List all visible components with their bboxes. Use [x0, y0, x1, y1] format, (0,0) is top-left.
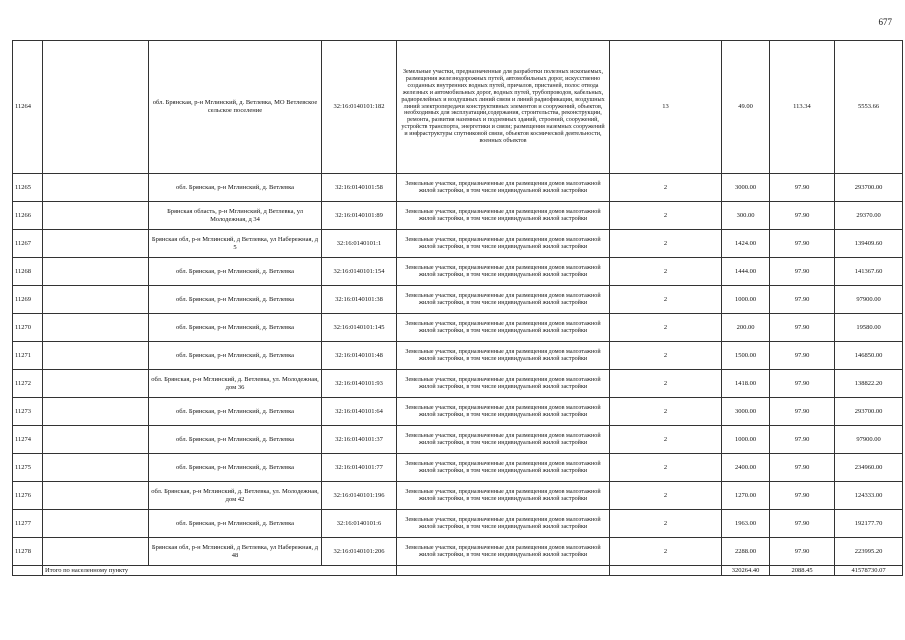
category-code-cell: 2: [610, 342, 722, 370]
empty-cell: [43, 258, 149, 286]
table-row: [13, 482, 903, 510]
area-cell: 2288.00: [722, 538, 770, 566]
total-rate: 2088.45: [770, 566, 835, 576]
rate-cell: 97.90: [770, 398, 835, 426]
land-purpose-cell: Земельные участки, предназначенные для размещения домов малоэтажной жилой застройки, в том числе индивидуальной жилой застройки: [397, 426, 610, 454]
row-number: 11269: [13, 286, 43, 314]
row-number: 11264: [13, 41, 43, 174]
area-cell: 3000.00: [722, 174, 770, 202]
row-number: 11274: [13, 426, 43, 454]
cadastral-value-cell: 192177.70: [835, 510, 903, 538]
rate-cell: 97.90: [770, 370, 835, 398]
category-code-cell: 2: [610, 202, 722, 230]
land-purpose-cell: Земельные участки, предназначенные для размещения домов малоэтажной жилой застройки, в том числе индивидуальной жилой застройки: [397, 286, 610, 314]
empty-cell: [43, 482, 149, 510]
area-cell: 1418.00: [722, 370, 770, 398]
empty-cell: [43, 454, 149, 482]
row-number: 11268: [13, 258, 43, 286]
rate-cell: 97.90: [770, 510, 835, 538]
land-purpose-cell: Земельные участки, предназначенные для размещения домов малоэтажной жилой застройки, в том числе индивидуальной жилой застройки: [397, 174, 610, 202]
empty-cell: [43, 370, 149, 398]
cadastral-number-cell: 32:16:0140101:58: [322, 174, 397, 202]
total-area: 320264.40: [722, 566, 770, 576]
empty-cell: [43, 41, 149, 174]
address-cell: обл. Брянская, р-н Мглинский, д. Ветлевка, МО Ветлевское сельское поселение: [149, 41, 322, 174]
table-row: [13, 342, 903, 370]
category-code-cell: 2: [610, 482, 722, 510]
cadastral-number-cell: 32:16:0140101:145: [322, 314, 397, 342]
area-cell: 2400.00: [722, 454, 770, 482]
address-cell: обл. Брянская, р-н Мглинский, д. Ветлевка: [149, 258, 322, 286]
cadastral-number-cell: 32:16:0140101:37: [322, 426, 397, 454]
area-cell: 300.00: [722, 202, 770, 230]
cadastral-number-cell: 32:16:0140101:1: [322, 230, 397, 258]
empty-cell: [43, 230, 149, 258]
total-empty-cell: [610, 566, 722, 576]
rate-cell: 97.90: [770, 538, 835, 566]
rate-cell: 97.90: [770, 426, 835, 454]
address-cell: Брянская обл, р-н Мглинский, д Ветлевка, ул Набережная, д 5: [149, 230, 322, 258]
table-row: [13, 454, 903, 482]
empty-cell: [43, 174, 149, 202]
land-valuation-table: [12, 40, 903, 576]
area-cell: 1963.00: [722, 510, 770, 538]
area-cell: 49.00: [722, 41, 770, 174]
row-number: 11265: [13, 174, 43, 202]
cadastral-value-cell: 97900.00: [835, 426, 903, 454]
rate-cell: 97.90: [770, 258, 835, 286]
cadastral-value-cell: 5553.66: [835, 41, 903, 174]
cadastral-value-cell: 138822.20: [835, 370, 903, 398]
empty-cell: [43, 342, 149, 370]
address-cell: Брянская область, р-н Мглинский, д Ветлевка, ул Молодежная, д 34: [149, 202, 322, 230]
cadastral-number-cell: 32:16:0140101:93: [322, 370, 397, 398]
cadastral-number-cell: 32:16:0140101:154: [322, 258, 397, 286]
rate-cell: 97.90: [770, 314, 835, 342]
empty-cell: [43, 398, 149, 426]
land-purpose-cell: Земельные участки, предназначенные для размещения домов малоэтажной жилой застройки, в том числе индивидуальной жилой застройки: [397, 202, 610, 230]
land-purpose-cell: Земельные участки, предназначенные для размещения домов малоэтажной жилой застройки, в том числе индивидуальной жилой застройки: [397, 370, 610, 398]
address-cell: Брянская обл, р-н Мглинский, д Ветлевка, ул Набережная, д 48: [149, 538, 322, 566]
area-cell: 1000.00: [722, 426, 770, 454]
rate-cell: 113.34: [770, 41, 835, 174]
category-code-cell: 2: [610, 370, 722, 398]
land-purpose-cell: Земельные участки, предназначенные для размещения домов малоэтажной жилой застройки, в том числе индивидуальной жилой застройки: [397, 342, 610, 370]
total-value: 41578730.07: [835, 566, 903, 576]
address-cell: обл. Брянская, р-н Мглинский, д. Ветлевка: [149, 454, 322, 482]
cadastral-number-cell: 32:16:0140101:182: [322, 41, 397, 174]
category-code-cell: 2: [610, 538, 722, 566]
empty-cell: [43, 314, 149, 342]
row-number: 11278: [13, 538, 43, 566]
table-row: [13, 370, 903, 398]
cadastral-value-cell: 29370.00: [835, 202, 903, 230]
category-code-cell: 13: [610, 41, 722, 174]
address-cell: обл. Брянская, р-н Мглинский, д. Ветлевка: [149, 286, 322, 314]
cadastral-value-cell: 139409.60: [835, 230, 903, 258]
land-purpose-cell: Земельные участки, предназначенные для размещения домов малоэтажной жилой застройки, в том числе индивидуальной жилой застройки: [397, 230, 610, 258]
table-row: [13, 230, 903, 258]
rate-cell: 97.90: [770, 454, 835, 482]
address-cell: обл. Брянская, р-н Мглинский, д. Ветлевка: [149, 398, 322, 426]
row-number: 11276: [13, 482, 43, 510]
cadastral-value-cell: 223995.20: [835, 538, 903, 566]
table-row: [13, 174, 903, 202]
category-code-cell: 2: [610, 454, 722, 482]
cadastral-number-cell: 32:16:0140101:6: [322, 510, 397, 538]
row-number: 11277: [13, 510, 43, 538]
table-row: [13, 538, 903, 566]
area-cell: 1424.00: [722, 230, 770, 258]
empty-cell: [43, 202, 149, 230]
address-cell: обл. Брянская, р-н Мглинский, д. Ветлевка: [149, 174, 322, 202]
category-code-cell: 2: [610, 286, 722, 314]
row-number: 11266: [13, 202, 43, 230]
land-purpose-cell: Земельные участки, предназначенные для размещения домов малоэтажной жилой застройки, в том числе индивидуальной жилой застройки: [397, 314, 610, 342]
total-empty-cell: [397, 566, 610, 576]
category-code-cell: 2: [610, 510, 722, 538]
category-code-cell: 2: [610, 426, 722, 454]
area-cell: 200.00: [722, 314, 770, 342]
cadastral-number-cell: 32:16:0140101:38: [322, 286, 397, 314]
cadastral-number-cell: 32:16:0140101:89: [322, 202, 397, 230]
row-number: 11275: [13, 454, 43, 482]
empty-cell: [43, 426, 149, 454]
area-cell: 1270.00: [722, 482, 770, 510]
cadastral-number-cell: 32:16:0140101:48: [322, 342, 397, 370]
total-label: Итого по населенному пункту: [43, 566, 397, 576]
land-purpose-cell: Земельные участки, предназначенные для размещения домов малоэтажной жилой застройки, в том числе индивидуальной жилой застройки: [397, 538, 610, 566]
page-number: 677: [878, 17, 892, 27]
area-cell: 3000.00: [722, 398, 770, 426]
row-number: 11271: [13, 342, 43, 370]
address-cell: обл. Брянская, р-н Мглинский, д. Ветлевка: [149, 510, 322, 538]
land-purpose-cell: Земельные участки, предназначенные для размещения домов малоэтажной жилой застройки, в том числе индивидуальной жилой застройки: [397, 398, 610, 426]
cadastral-value-cell: 146850.00: [835, 342, 903, 370]
rate-cell: 97.90: [770, 202, 835, 230]
land-purpose-cell: Земельные участки, предназначенные для размещения домов малоэтажной жилой застройки, в том числе индивидуальной жилой застройки: [397, 258, 610, 286]
cadastral-value-cell: 293700.00: [835, 174, 903, 202]
address-cell: обл. Брянская, р-н Мглинский, д. Ветлевка: [149, 342, 322, 370]
empty-cell: [43, 538, 149, 566]
table-row: [13, 314, 903, 342]
land-purpose-cell: Земельные участки, предназначенные для размещения домов малоэтажной жилой застройки, в том числе индивидуальной жилой застройки: [397, 510, 610, 538]
cadastral-number-cell: 32:16:0140101:77: [322, 454, 397, 482]
cadastral-value-cell: 124333.00: [835, 482, 903, 510]
cadastral-value-cell: 97900.00: [835, 286, 903, 314]
total-row: [13, 566, 903, 576]
land-purpose-cell: Земельные участки, предназначенные для разработки полезных ископаемых, размещения железнодорожных путей, автомобильных дорог, искусственно созданных внутренних водных путей, причалов, пристаней, полос отвода железных и автомобильных дорог, водных путей, трубопроводов, кабельных, радиорелейных и воздушных линий связи и линий радиофикации, воздушных линий электропередачи конструктивных элементов и сооружений, объектов, необходимых для эксплуатации,содержания, строительства, реконструкции, ремонта, развития наземных и подземных зданий, строений, сооружений, устройств транспорта, энергетики и связи; размещения наземных сооружений и инфраструктуры спутниковой связи, объектов космической деятельности, военных объектов: [397, 41, 610, 174]
table-row: [13, 510, 903, 538]
rate-cell: 97.90: [770, 174, 835, 202]
rate-cell: 97.90: [770, 342, 835, 370]
table-row: [13, 286, 903, 314]
category-code-cell: 2: [610, 174, 722, 202]
table-row: [13, 398, 903, 426]
cadastral-value-cell: 141367.60: [835, 258, 903, 286]
row-number: 11273: [13, 398, 43, 426]
land-purpose-cell: Земельные участки, предназначенные для размещения домов малоэтажной жилой застройки, в том числе индивидуальной жилой застройки: [397, 454, 610, 482]
table-row: [13, 202, 903, 230]
category-code-cell: 2: [610, 230, 722, 258]
row-number: 11272: [13, 370, 43, 398]
empty-cell: [43, 286, 149, 314]
category-code-cell: 2: [610, 314, 722, 342]
cadastral-number-cell: 32:16:0140101:206: [322, 538, 397, 566]
category-code-cell: 2: [610, 258, 722, 286]
table-row: [13, 426, 903, 454]
row-number: 11267: [13, 230, 43, 258]
area-cell: 1000.00: [722, 286, 770, 314]
address-cell: обл. Брянская, р-н Мглинский, д. Ветлевка: [149, 314, 322, 342]
area-cell: 1500.00: [722, 342, 770, 370]
rate-cell: 97.90: [770, 482, 835, 510]
total-spacer-cell: [13, 566, 43, 576]
rate-cell: 97.90: [770, 286, 835, 314]
cadastral-value-cell: 19580.00: [835, 314, 903, 342]
cadastral-number-cell: 32:16:0140101:64: [322, 398, 397, 426]
cadastral-number-cell: 32:16:0140101:196: [322, 482, 397, 510]
cadastral-value-cell: 293700.00: [835, 398, 903, 426]
area-cell: 1444.00: [722, 258, 770, 286]
rate-cell: 97.90: [770, 230, 835, 258]
table-row: [13, 41, 903, 174]
address-cell: обл. Брянская, р-н Мглинский, д. Ветлевка, ул. Молодежная, дом 36: [149, 370, 322, 398]
land-purpose-cell: Земельные участки, предназначенные для размещения домов малоэтажной жилой застройки, в том числе индивидуальной жилой застройки: [397, 482, 610, 510]
cadastral-value-cell: 234960.00: [835, 454, 903, 482]
table-row: [13, 258, 903, 286]
address-cell: обл. Брянская, р-н Мглинский, д. Ветлевка: [149, 426, 322, 454]
category-code-cell: 2: [610, 398, 722, 426]
empty-cell: [43, 510, 149, 538]
row-number: 11270: [13, 314, 43, 342]
address-cell: обл. Брянская, р-н Мглинский, д. Ветлевка, ул. Молодежная, дом 42: [149, 482, 322, 510]
